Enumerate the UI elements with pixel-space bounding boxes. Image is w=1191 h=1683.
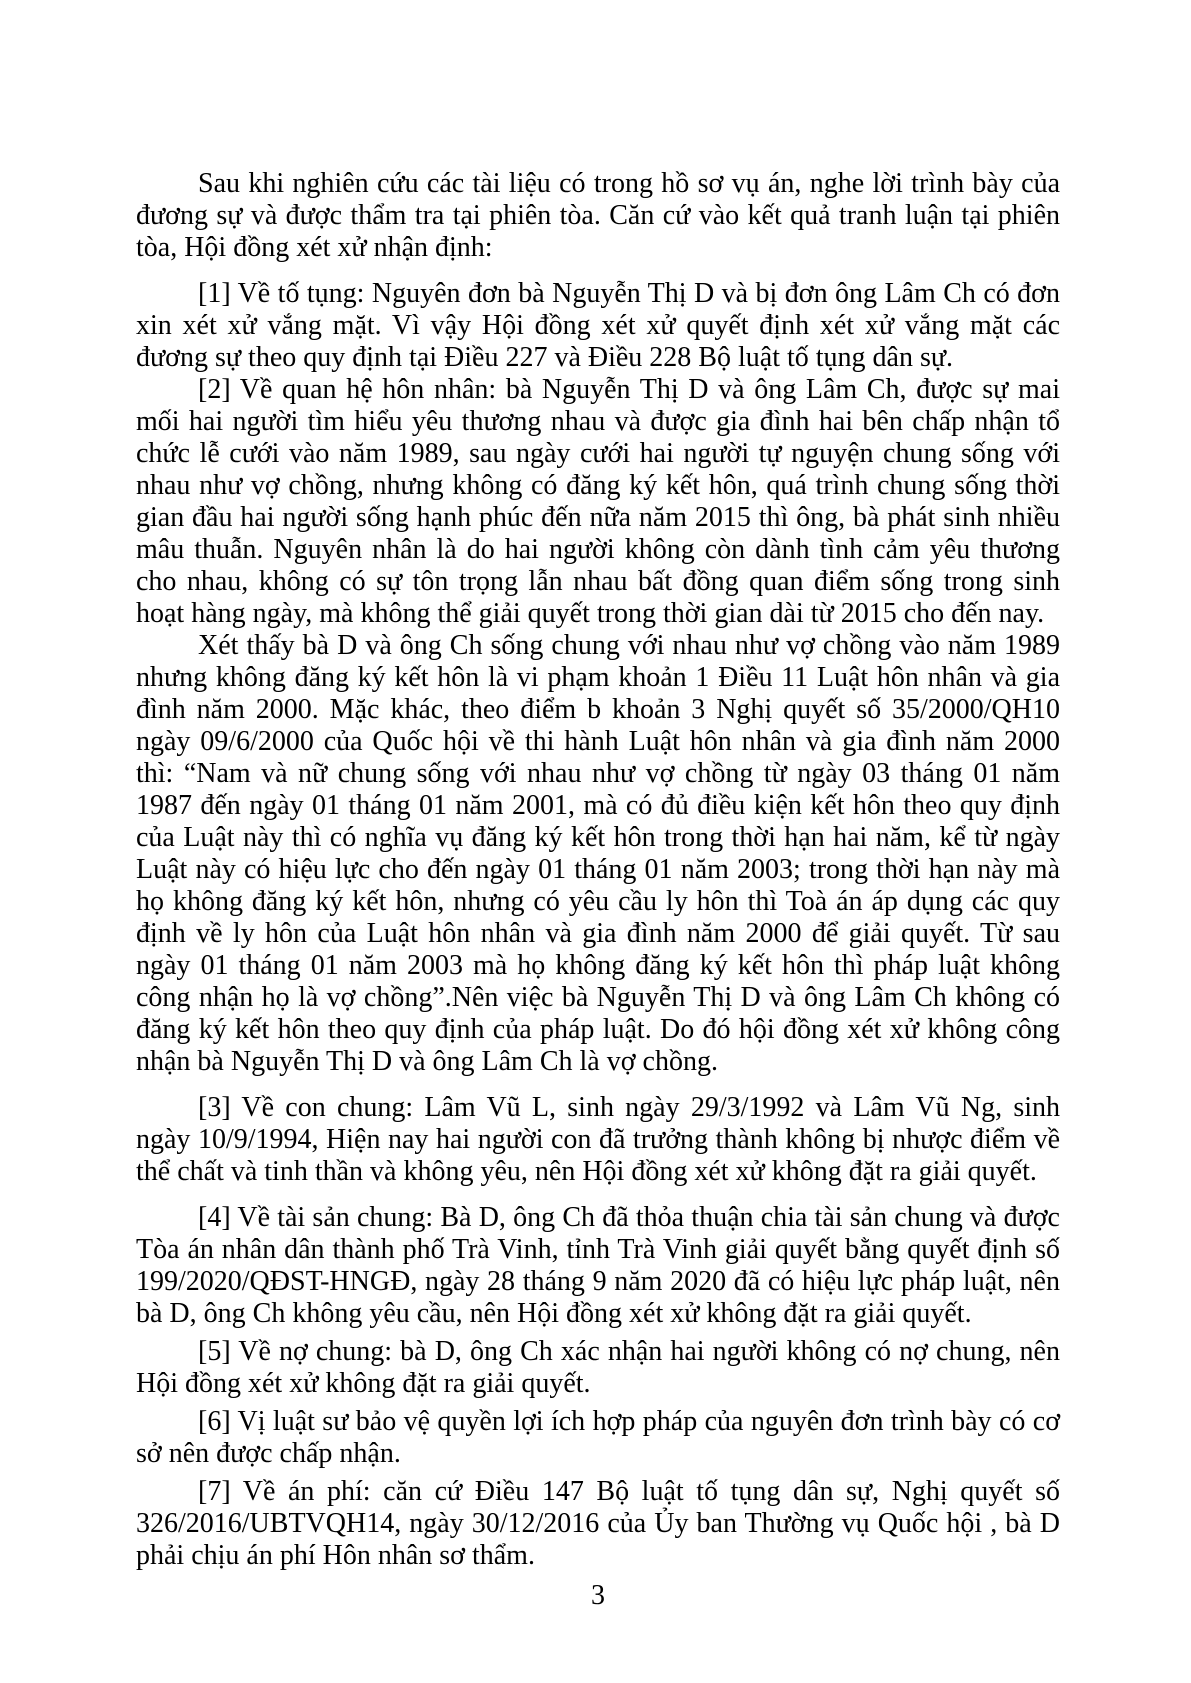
paragraph-section-6-luat-su: [6] Vị luật sư bảo vệ quyền lợi ích hợp pháp của nguyên đơn trình bày có cơ sở nên được chấp nhận. — [136, 1406, 1060, 1469]
page-number: 3 — [591, 1580, 605, 1611]
paragraph-section-5-no-chung: [5] Về nợ chung: bà D, ông Ch xác nhận hai người không có nợ chung, nên Hội đồng xét xử không đặt ra giải quyết. — [136, 1336, 1060, 1399]
paragraph-section-4-tai-san-chung: [4] Về tài sản chung: Bà D, ông Ch đã thỏa thuận chia tài sản chung và được Tòa án nhân dân thành phố Trà Vinh, tỉnh Trà Vinh giải quyết bằng quyết định số 199/2020/QĐST-HNGĐ, ngày 28 tháng 9 năm 2020 đã có hiệu lực pháp luật, nên bà D, ông Ch không yêu cầu, nên Hội đồng xét xử không đặt ra giải quyết. — [136, 1202, 1060, 1329]
paragraph-section-7-an-phi: [7] Về án phí: căn cứ Điều 147 Bộ luật tố tụng dân sự, Nghị quyết số 326/2016/UBTVQH14, ngày 30/12/2016 của Ủy ban Thường vụ Quốc hội , bà D phải chịu án phí Hôn nhân sơ thẩm. — [136, 1476, 1060, 1571]
paragraph-section-1-to-tung: [1] Về tố tụng: Nguyên đơn bà Nguyễn Thị D và bị đơn ông Lâm Ch có đơn xin xét xử vắng mặt. Vì vậy Hội đồng xét xử quyết định xét xử vắng mặt các đương sự theo quy định tại Điều 227 và Điều 228 Bộ luật tố tụng dân sự. — [136, 278, 1060, 373]
paragraph-section-3-con-chung: [3] Về con chung: Lâm Vũ L, sinh ngày 29/3/1992 và Lâm Vũ Ng, sinh ngày 10/9/1994, Hiện nay hai người con đã trưởng thành không bị nhược điểm về thể chất và tinh thần và không yêu, nên Hội đồng xét xử không đặt ra giải quyết. — [136, 1092, 1060, 1187]
paragraph-section-2-quan-he-hon-nhan: [2] Về quan hệ hôn nhân: bà Nguyễn Thị D và ông Lâm Ch, được sự mai mối hai người tìm hiểu yêu thương nhau và được gia đình hai bên chấp nhận tổ chức lễ cưới vào năm 1989, sau ngày cưới hai người tự nguyện chung sống với nhau như vợ chồng, nhưng không có đăng ký kết hôn, quá trình chung sống thời gian đầu hai người sống hạnh phúc đến nữa năm 2015 thì ông, bà phát sinh nhiều mâu thuẫn. Nguyên nhân là do hai người không còn dành tình cảm yêu thương cho nhau, không có sự tôn trọng lẫn nhau bất đồng quan điểm sống trong sinh hoạt hàng ngày, mà không thể giải quyết trong thời gian dài từ 2015 cho đến nay. — [136, 374, 1060, 629]
paragraph-xet-thay: Xét thấy bà D và ông Ch sống chung với nhau như vợ chồng vào năm 1989 nhưng không đăng ký kết hôn là vi phạm khoản 1 Điều 11 Luật hôn nhân và gia đình năm 2000. Mặc khác, theo điểm b khoản 3 Nghị quyết số 35/2000/QH10 ngày 09/6/2000 của Quốc hội về thi hành Luật hôn nhân và gia đình năm 2000 thì: “Nam và nữ chung sống với nhau như vợ chồng từ ngày 03 tháng 01 năm 1987 đến ngày 01 tháng 01 năm 2001, mà có đủ điều kiện kết hôn theo quy định của Luật này thì có nghĩa vụ đăng ký kết hôn trong thời hạn hai năm, kể từ ngày Luật này có hiệu lực cho đến ngày 01 tháng 01 năm 2003; trong thời hạn này mà họ không đăng ký kết hôn, nhưng có yêu cầu ly hôn thì Toà án áp dụng các quy định về ly hôn của Luật hôn nhân và gia đình năm 2000 để giải quyết. Từ sau ngày 01 tháng 01 năm 2003 mà họ không đăng ký kết hôn thì pháp luật không công nhận họ là vợ chồng”.Nên việc bà Nguyễn Thị D và ông Lâm Ch không có đăng ký kết hôn theo quy định của pháp luật. Do đó hội đồng xét xử không công nhận bà Nguyễn Thị D và ông Lâm Ch là vợ chồng. — [136, 630, 1060, 1077]
document-body — [136, 168, 1060, 1572]
paragraph-intro: Sau khi nghiên cứu các tài liệu có trong hồ sơ vụ án, nghe lời trình bày của đương sự và được thẩm tra tại phiên tòa. Căn cứ vào kết quả tranh luận tại phiên tòa, Hội đồng xét xử nhận định: — [136, 168, 1060, 263]
